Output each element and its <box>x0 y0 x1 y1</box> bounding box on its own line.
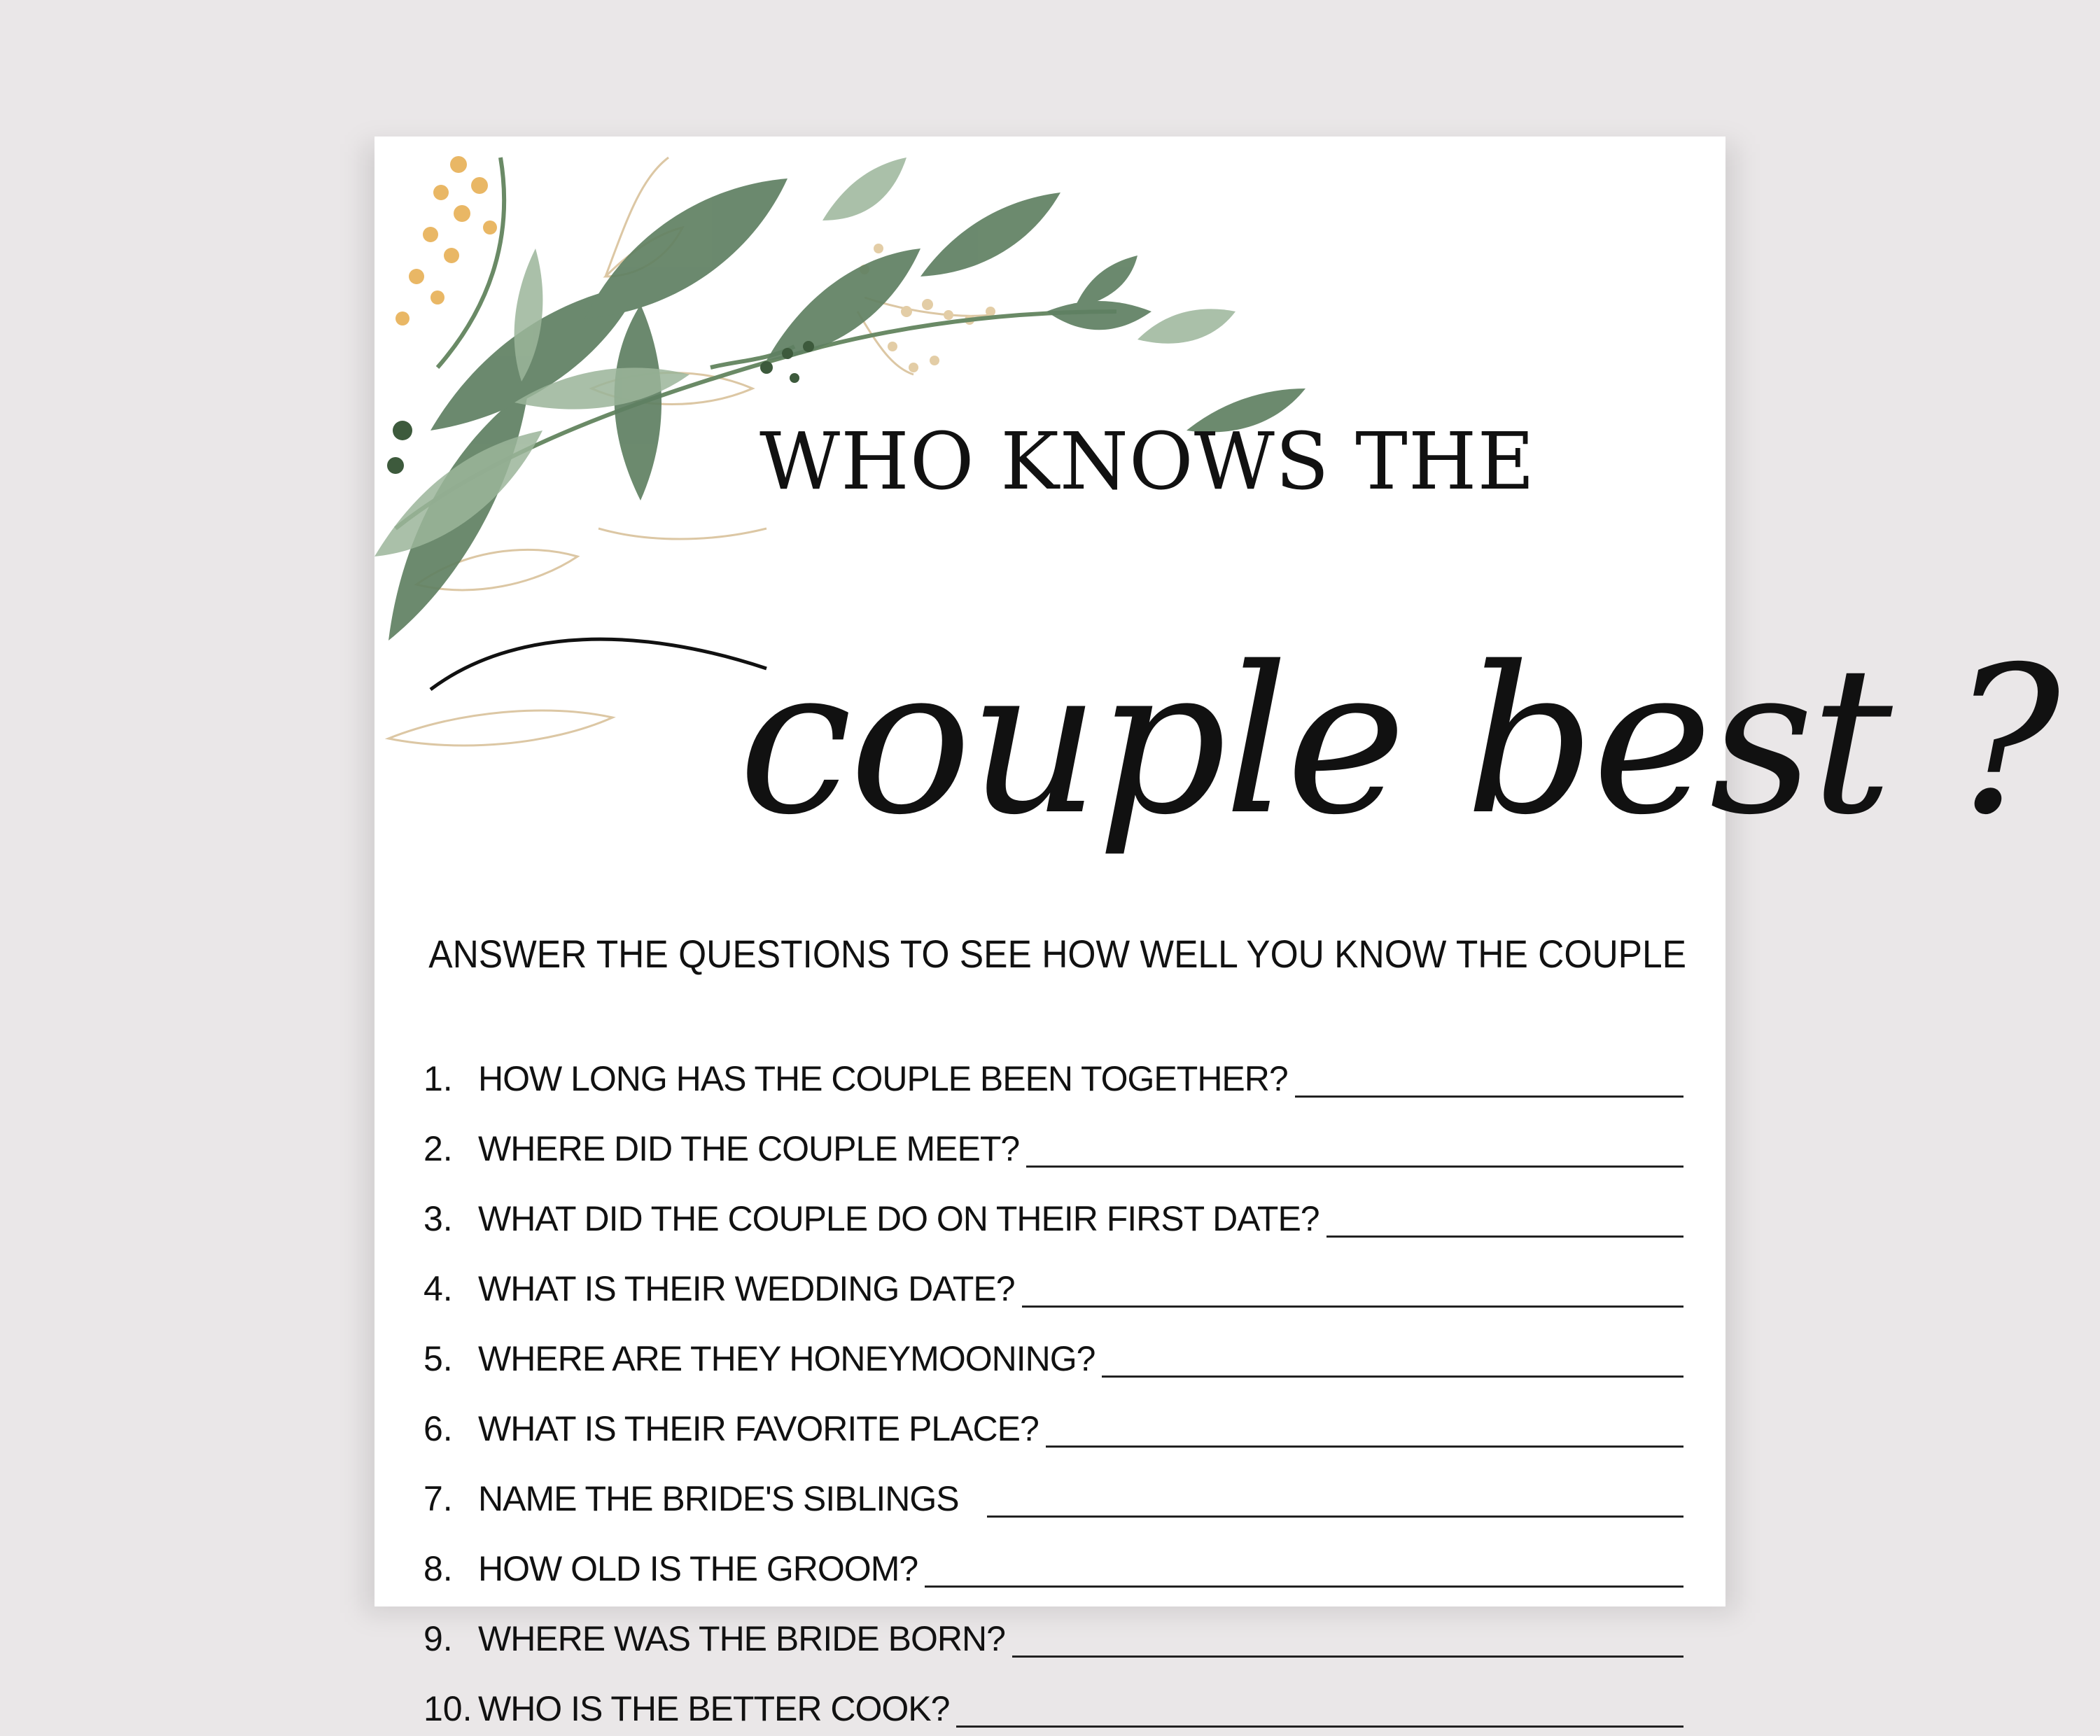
question-row <box>424 1176 1684 1246</box>
question-text: WHAT DID THE COUPLE DO ON THEIR FIRST DATE? <box>478 1199 1320 1238</box>
question-row <box>424 1526 1684 1596</box>
question-list <box>424 1036 1684 1736</box>
answer-line[interactable] <box>1026 1166 1684 1168</box>
question-text: WHO IS THE BETTER COOK? <box>478 1689 950 1728</box>
question-text: WHERE DID THE COUPLE MEET? <box>478 1129 1020 1168</box>
question-number: 8. <box>424 1549 453 1588</box>
question-number: 7. <box>424 1479 453 1518</box>
question-text: NAME THE BRIDE'S SIBLINGS <box>478 1479 959 1518</box>
question-number: 9. <box>424 1619 453 1658</box>
question-number: 1. <box>424 1059 453 1098</box>
answer-line[interactable] <box>1295 1096 1684 1098</box>
question-row <box>424 1036 1684 1106</box>
answer-line[interactable] <box>925 1586 1684 1588</box>
question-number: 4. <box>424 1269 453 1308</box>
question-number: 2. <box>424 1129 453 1168</box>
question-text: WHAT IS THEIR WEDDING DATE? <box>478 1269 1015 1308</box>
question-row <box>424 1386 1684 1456</box>
printable-sheet <box>374 136 2058 1728</box>
question-number: 6. <box>424 1409 453 1448</box>
title-top: WHO KNOWS THE <box>760 416 1536 507</box>
subtitle: ANSWER THE QUESTIONS TO SEE HOW WELL YOU KNOW THE COUPLE <box>428 932 1687 976</box>
question-text: HOW OLD IS THE GROOM? <box>478 1549 918 1588</box>
answer-line[interactable] <box>1102 1376 1684 1378</box>
question-row <box>424 1456 1684 1526</box>
question-text: HOW LONG HAS THE COUPLE BEEN TOGETHER? <box>478 1059 1288 1098</box>
question-row <box>424 1666 1684 1736</box>
question-text: WHERE ARE THEY HONEYMOONING? <box>478 1339 1096 1378</box>
question-number: 10. <box>424 1689 472 1728</box>
question-number: 5. <box>424 1339 453 1378</box>
question-text: WHAT IS THEIR FAVORITE PLACE? <box>478 1409 1039 1448</box>
answer-line[interactable] <box>956 1726 1684 1728</box>
answer-line[interactable] <box>1022 1306 1684 1308</box>
question-row <box>424 1246 1684 1316</box>
answer-line[interactable] <box>987 1516 1684 1518</box>
question-row <box>424 1596 1684 1666</box>
title-script-block <box>430 624 2058 934</box>
answer-line[interactable] <box>1012 1656 1684 1658</box>
question-text: WHERE WAS THE BRIDE BORN? <box>478 1619 1005 1658</box>
title-script: couple best ? <box>738 624 2058 860</box>
question-row <box>424 1316 1684 1386</box>
answer-line[interactable] <box>1046 1446 1684 1448</box>
question-row <box>424 1106 1684 1176</box>
answer-line[interactable] <box>1326 1236 1684 1238</box>
question-number: 3. <box>424 1199 453 1238</box>
